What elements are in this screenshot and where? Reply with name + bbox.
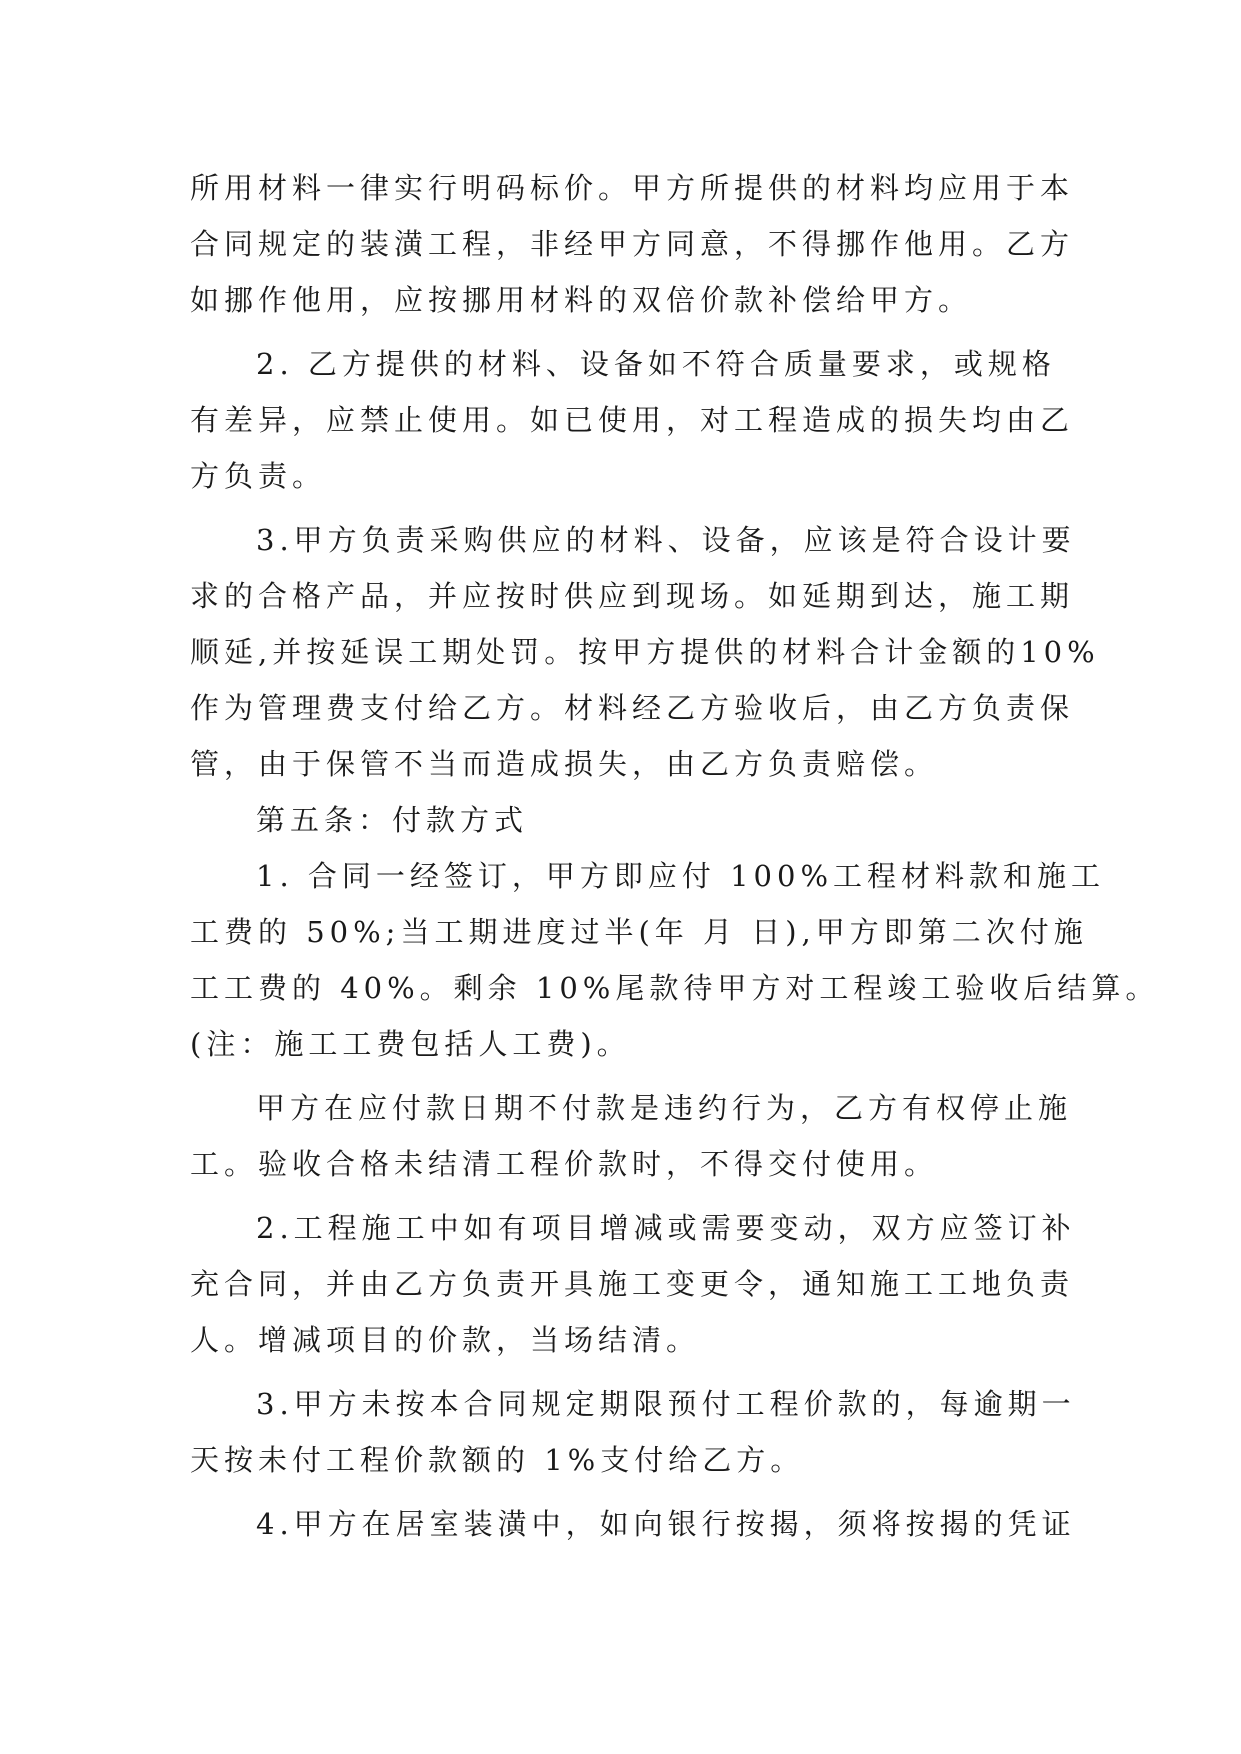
text-line: 3.甲方负责采购供应的材料、设备，应该是符合设计要	[256, 523, 1076, 557]
paragraph	[190, 1200, 1076, 1368]
paragraph	[190, 160, 1075, 328]
paragraph	[190, 512, 1100, 792]
text-line: 作为管理费支付给乙方。材料经乙方验收后，由乙方负责保	[190, 691, 1075, 725]
paragraph	[190, 848, 1160, 1072]
text-line: 第五条：付款方式	[256, 803, 529, 837]
text-line: 甲方在应付款日期不付款是违约行为，乙方有权停止施	[256, 1091, 1073, 1125]
text-line: 所用材料一律实行明码标价。甲方所提供的材料均应用于本	[190, 171, 1075, 205]
text-line: 1. 合同一经签订，甲方即应付 100%工程材料款和施工	[256, 859, 1106, 893]
text-line: 顺延,并按延误工期处罚。按甲方提供的材料合计金额的10%	[190, 635, 1100, 669]
text-line: 4.甲方在居室装潢中，如向银行按揭，须将按揭的凭证	[256, 1507, 1076, 1541]
text-line: 3.甲方未按本合同规定期限预付工程价款的，每逾期一	[256, 1387, 1076, 1421]
text-line: 管，由于保管不当而造成损失，由乙方负责赔偿。	[190, 747, 939, 781]
text-line: 有差异，应禁止使用。如已使用，对工程造成的损失均由乙	[190, 403, 1075, 437]
text-line: 合同规定的装潢工程，非经甲方同意，不得挪作他用。乙方	[190, 227, 1075, 261]
text-line: 2. 乙方提供的材料、设备如不符合质量要求，或规格	[256, 347, 1056, 381]
text-line: (注：施工工费包括人工费)。	[190, 1027, 631, 1061]
paragraph	[190, 336, 1075, 504]
text-line: 充合同，并由乙方负责开具施工变更令，通知施工工地负责	[190, 1267, 1075, 1301]
paragraph	[190, 1080, 1073, 1192]
paragraph	[190, 1496, 1076, 1552]
text-line: 工。验收合格未结清工程价款时，不得交付使用。	[190, 1147, 939, 1181]
text-line: 人。增减项目的价款，当场结清。	[190, 1323, 701, 1357]
text-line: 2.工程施工中如有项目增减或需要变动，双方应签订补	[256, 1211, 1076, 1245]
paragraph	[190, 1376, 1076, 1488]
body-text	[190, 160, 1160, 1552]
text-line: 工工费的 40%。剩余 10%尾款待甲方对工程竣工验收后结算。	[190, 971, 1160, 1005]
text-line: 方负责。	[190, 459, 327, 493]
text-line: 工费的 50%;当工期进度过半(年 月 日),甲方即第二次付施	[190, 915, 1088, 949]
text-line: 求的合格产品，并应按时供应到现场。如延期到达，施工期	[190, 579, 1075, 613]
text-line: 天按未付工程价款额的 1%支付给乙方。	[190, 1443, 805, 1477]
text-line: 如挪作他用，应按挪用材料的双倍价款补偿给甲方。	[190, 283, 973, 317]
section-heading	[190, 792, 1060, 848]
